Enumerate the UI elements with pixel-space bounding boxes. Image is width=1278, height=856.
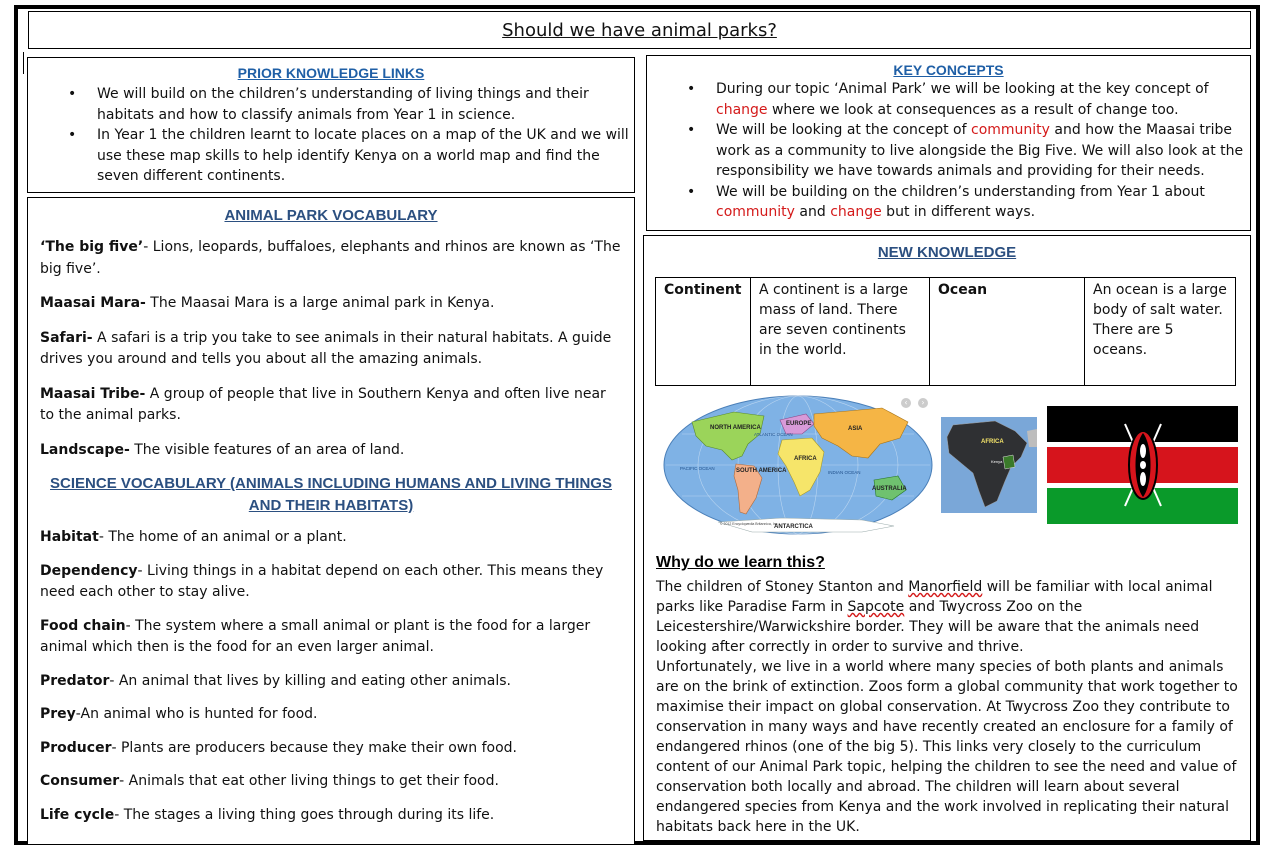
map-label-north-america: NORTH AMERICA [710, 425, 761, 431]
page-title: Should we have animal parks? [502, 19, 777, 41]
concept-highlight: community [971, 122, 1050, 138]
prior-knowledge-heading: PRIOR KNOWLEDGE LINKS [237, 65, 425, 81]
continent-definition: A continent is a large mass of land. There are seven continents in the world. [751, 278, 930, 386]
vocab-item [40, 616, 622, 659]
why-text: Manorfield [908, 579, 983, 595]
vocab-item [40, 237, 622, 280]
vocab-item [40, 328, 622, 371]
vocab-item [40, 561, 622, 604]
vocab-definition: - The home of an animal or a plant. [98, 529, 347, 545]
list-item [647, 182, 1250, 223]
animal-vocab-heading: ANIMAL PARK VOCABULARY [224, 207, 438, 224]
concept-highlight: change [716, 101, 768, 118]
vocab-definition: - Lions, leopards, buffaloes, elephants and rhinos are known as ‘The big five’. [40, 239, 621, 277]
vocab-term: Safari- [40, 329, 93, 346]
ocean-term: Ocean [930, 278, 1085, 386]
list-item: • In Year 1 the children learnt to locate places on a map of the UK and we will use these map skills to help identify Kenya on a world map and find the seven different continents. [28, 125, 634, 187]
vocab-definition: - Living things in a habitat depend on each other. This means they need each other to stay alive. [40, 562, 604, 600]
africa-map-label: AFRICA [981, 439, 1004, 445]
kenya-flag-image [1047, 406, 1238, 524]
map-label-africa: AFRICA [794, 456, 817, 462]
vocab-definition: - The stages a living thing goes through during its life. [114, 806, 495, 823]
vocab-item [40, 704, 622, 726]
vocab-definition: The visible features of an area of land. [129, 441, 405, 458]
vocab-term: Maasai Tribe- [40, 385, 146, 402]
next-arrow-icon[interactable]: › [918, 398, 928, 408]
why-text: and Twycross Zoo on the Leicestershire/Warwickshire border. They will be aware that the animals need looking after correctly in order to survive and thrive. [656, 599, 1200, 655]
vocab-definition: A group of people that live in Southern Kenya and often live near to the animal parks. [40, 385, 606, 423]
vocab-item [40, 771, 622, 793]
vocab-term: Food chain [40, 617, 126, 634]
vocab-term: Predator [40, 672, 110, 689]
map-label-australia: AUSTRALIA [872, 486, 907, 492]
kenya-map-label: Kenya [991, 459, 1003, 464]
map-label-atlantic: ATLANTIC OCEAN [754, 432, 793, 437]
vocab-term: Prey [40, 706, 76, 722]
ocean-definition: An ocean is a large body of salt water. There are 5 oceans. [1085, 278, 1236, 386]
key-concepts-heading: KEY CONCEPTS [893, 62, 1004, 78]
new-knowledge-heading: NEW KNOWLEDGE [877, 244, 1017, 261]
prior-knowledge-box [27, 57, 635, 193]
key-concepts-box [646, 55, 1251, 231]
vocab-item [40, 805, 622, 827]
vocab-term: Habitat [40, 529, 99, 545]
science-vocab-heading: SCIENCE VOCABULARY (ANIMALS INCLUDING HUMANS AND LIVING THINGS AND THEIR HABITATS) [50, 475, 612, 514]
map-label-south-america: SOUTH AMERICA [736, 468, 787, 474]
key-concepts-list [647, 79, 1250, 223]
vocab-term: Life cycle [40, 806, 115, 823]
vocab-term: Consumer [40, 773, 120, 789]
title-box [28, 11, 1251, 49]
prev-arrow-icon[interactable]: ‹ [901, 398, 911, 408]
table-row [656, 278, 1236, 386]
concept-text: but in different ways. [881, 204, 1036, 220]
why-text: Sapcote [847, 599, 905, 615]
continent-term: Continent [656, 278, 751, 386]
vocab-item [40, 384, 622, 427]
vocab-item [40, 527, 622, 549]
vocab-item [40, 738, 622, 760]
why-paragraph-1 [656, 577, 1244, 657]
list-item: • We will build on the children’s understanding of living things and their habitats and how to classify animals from Year 1 in science. [28, 84, 634, 125]
new-knowledge-box [643, 235, 1251, 841]
why-body [656, 577, 1244, 837]
vocab-item [40, 293, 622, 315]
vocab-definition: - An animal that lives by killing and eating other animals. [109, 672, 511, 689]
map-label-asia: ASIA [848, 426, 863, 432]
why-heading: Why do we learn this? [656, 554, 825, 571]
concept-text: We will be looking at the concept of [716, 122, 971, 138]
concept-text: During our topic ‘Animal Park’ we will be looking at the key concept of [716, 81, 1209, 97]
vocab-term: ‘The big five’ [40, 239, 144, 255]
concept-highlight: change [830, 204, 882, 220]
why-text: will be familiar with local animal parks like Paradise Farm in [656, 579, 1213, 615]
vocab-term: Maasai Mara- [40, 295, 146, 311]
list-item [647, 120, 1250, 182]
map-copyright: © 2012 Encyclopædia Britannica, Inc. [720, 522, 779, 526]
map-label-europe: EUROPE [786, 421, 812, 427]
vocab-definition: - Animals that eat other living things to get their food. [119, 773, 499, 789]
vocab-item [40, 671, 622, 693]
vocab-definition: A safari is a trip you take to see animals in their natural habitats. A guide drives you around and tells you about all the amazing animals. [40, 329, 612, 367]
why-text: The children of Stoney Stanton and [656, 579, 909, 595]
vocabulary-box [27, 197, 635, 845]
concept-text: We will be building on the children’s understanding from Year 1 about [716, 183, 1205, 200]
world-map-image [662, 394, 934, 536]
text-cursor [23, 52, 24, 74]
vocab-definition: -An animal who is hunted for food. [75, 706, 318, 722]
concept-text: and [794, 204, 831, 220]
vocab-definition: - The system where a small animal or plant is the food for a larger animal which then is the food for an even larger animal. [40, 617, 591, 655]
map-label-indian: INDIAN OCEAN [828, 470, 861, 475]
concept-text: where we look at consequences as a result of change too. [767, 101, 1179, 118]
knowledge-table [655, 277, 1236, 386]
vocab-definition: The Maasai Mara is a large animal park in Kenya. [145, 295, 495, 311]
africa-map-image [941, 417, 1037, 513]
concept-highlight: community [716, 204, 795, 220]
vocab-item [40, 440, 622, 462]
vocab-term: Producer [40, 739, 112, 756]
vocab-definition: - Plants are producers because they make their own food. [111, 739, 517, 756]
map-label-pacific: PACIFIC OCEAN [680, 466, 715, 471]
vocab-term: Dependency [40, 562, 138, 579]
prior-knowledge-list [28, 84, 634, 187]
map-label-antarctica: ANTARCTICA [774, 524, 813, 530]
list-item [647, 79, 1250, 120]
concept-text: and how the Maasai tribe work as a community to live alongside the Big Five. We will also look at the responsibility we have towards animals and providing for their needs. [716, 122, 1244, 179]
why-paragraph-2: Unfortunately, we live in a world where many species of both plants and animals are on the brink of extinction. Zoos form a global community that work together to maximise their impact on global conservation. At Twycross Zoo they contribute to conservation in many ways and have recently created an enclosure for a family of endangered rhinos (one of the big 5). This links very closely to the curriculum content of our Animal Park topic, helping the children to see the need and value of conservation both locally and abroad. The children will learn about several endangered species from Kenya and the work involved in replicating their natural habitats back here in the UK. [656, 659, 1238, 835]
vocab-term: Landscape- [40, 441, 130, 458]
